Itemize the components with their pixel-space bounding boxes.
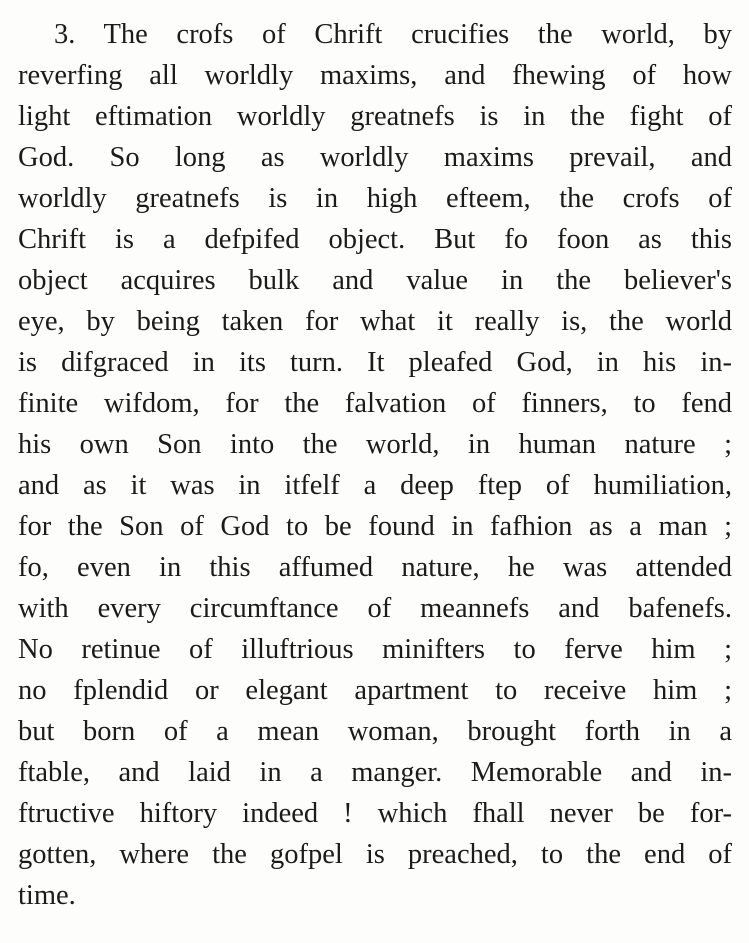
text-line: but born of a mean woman, brought forth in a bbox=[18, 716, 732, 747]
text-line: light eftimation worldly greatnefs is in the fight of bbox=[18, 101, 732, 132]
text-line: time. bbox=[18, 880, 76, 911]
text-line: 3. The crofs of Chrift crucifies the world, by bbox=[54, 19, 732, 50]
text-line: reverfing all worldly maxims, and fhewing of how bbox=[18, 60, 732, 91]
text-line: and as it was in itfelf a deep ftep of humiliation, bbox=[18, 470, 732, 501]
text-line: is difgraced in its turn. It pleafed God, in his in- bbox=[18, 347, 732, 378]
text-line: ftructive hiftory indeed ! which fhall never be for- bbox=[18, 798, 732, 829]
text-line: God. So long as worldly maxims prevail, and bbox=[18, 142, 732, 173]
text-line: eye, by being taken for what it really is, the world bbox=[18, 306, 732, 337]
text-line: for the Son of God to be found in fafhion as a man ; bbox=[18, 511, 732, 542]
text-line: worldly greatnefs is in high efteem, the crofs of bbox=[18, 183, 732, 214]
text-line: finite wifdom, for the falvation of finners, to fend bbox=[18, 388, 732, 419]
text-line: Chrift is a defpifed object. But fo foon as this bbox=[18, 224, 732, 255]
text-line: ftable, and laid in a manger. Memorable and in- bbox=[18, 757, 732, 788]
text-line: gotten, where the gofpel is preached, to the end of bbox=[18, 839, 732, 870]
text-line: his own Son into the world, in human nature ; bbox=[18, 429, 732, 460]
paragraph bbox=[18, 14, 732, 916]
text-line: with every circumftance of meannefs and bafenefs. bbox=[18, 593, 732, 624]
text-line: object acquires bulk and value in the believer's bbox=[18, 265, 732, 296]
text-line: no fplendid or elegant apartment to receive him ; bbox=[18, 675, 732, 706]
text-line: fo, even in this affumed nature, he was attended bbox=[18, 552, 732, 583]
text-line: No retinue of illuftrious minifters to ferve him ; bbox=[18, 634, 732, 665]
